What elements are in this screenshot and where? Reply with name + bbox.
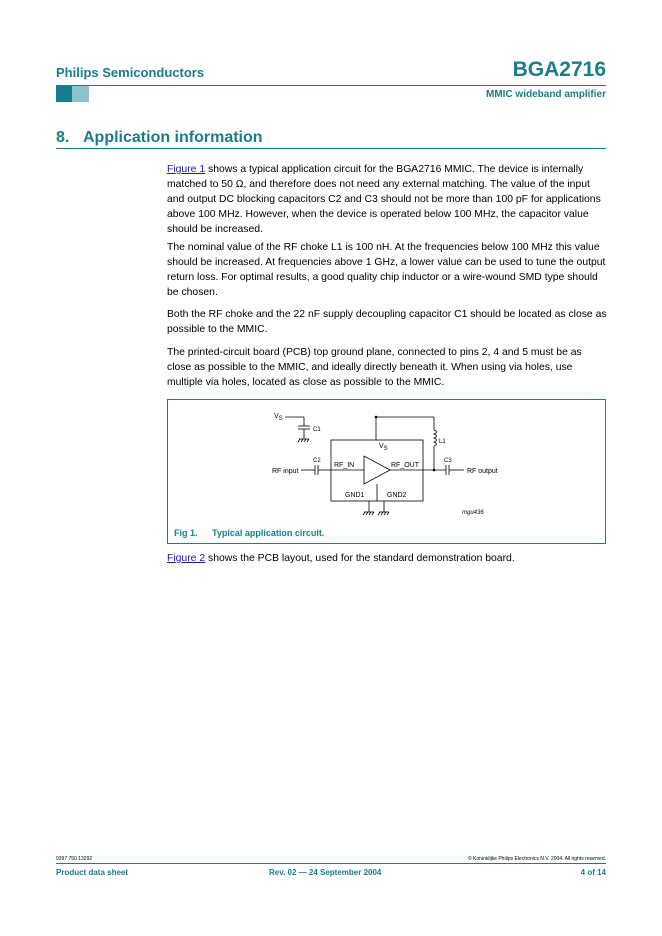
product-subtitle: MMIC wideband amplifier xyxy=(485,89,606,100)
figure-application-circuit xyxy=(167,399,606,544)
page-number: 4 of 14 xyxy=(580,868,606,877)
gnd1-label: GND1 xyxy=(345,492,365,499)
section-title: Application information xyxy=(83,129,263,146)
rf-out-label: RF_OUT xyxy=(391,462,419,469)
rf-in-label: RF_IN xyxy=(334,462,355,469)
gnd2-label: GND2 xyxy=(387,492,407,499)
paragraph-pcb-ground: The printed-circuit board (PCB) top ground plane, connected to pins 2, 4 and 5 must be as close as possible to the MMIC, and ideally directly beneath it. When using via holes, use multiple via holes, located as close as possible to the MMIC. xyxy=(167,347,582,388)
section-number: 8. xyxy=(56,129,70,146)
brand-square-light xyxy=(72,86,89,102)
l1-label: L1 xyxy=(439,439,446,445)
paragraph-intro xyxy=(167,162,607,237)
paragraph-decoupling: Both the RF choke and the 22 nF supply decoupling capacitor C1 should be located as close as possible to the MMIC. xyxy=(167,309,607,335)
c2-label: C2 xyxy=(313,458,321,464)
paragraph-rf-choke: The nominal value of the RF choke L1 is 100 nH. At the frequencies below 100 MHz this value should be increased. At frequencies above 1 GHz, a lower value can be used to tune the output return loss. For optimal results, a good quality chip inductor or a wire-wound SMD type should be chosen. xyxy=(167,242,606,298)
header-rule xyxy=(56,85,606,86)
document-type: Product data sheet xyxy=(56,868,129,877)
figure-2-link[interactable]: Figure 2 xyxy=(167,553,206,564)
junction-dot-out xyxy=(433,469,436,472)
c3-label: C3 xyxy=(444,458,452,464)
revision-info: Rev. 02 — 24 September 2004 xyxy=(269,868,382,877)
figure-label: Fig 1. xyxy=(174,528,198,538)
rf-input-label: RF input xyxy=(272,468,299,475)
paragraph-pcb-layout xyxy=(167,551,607,566)
inductor-l1 xyxy=(434,430,437,446)
vs-pin-label: VS xyxy=(379,443,388,452)
figure-code: mgu436 xyxy=(462,510,484,516)
copyright-notice: © Koninklijke Philips Electronics N.V. 2004. All rights reserved. xyxy=(467,856,606,862)
vs-label: VS xyxy=(274,413,283,422)
product-name: BGA2716 xyxy=(512,58,606,81)
rf-output-label: RF output xyxy=(467,468,498,475)
figure-caption-text: Typical application circuit. xyxy=(212,528,325,538)
figure-1-link[interactable]: Figure 1 xyxy=(167,164,206,175)
section-rule xyxy=(56,148,606,149)
c1-label: C1 xyxy=(313,427,321,433)
amplifier-symbol xyxy=(364,456,390,484)
junction-dot xyxy=(375,416,378,419)
brand-square-dark xyxy=(56,86,72,102)
figure-caption xyxy=(174,528,324,538)
section-heading xyxy=(56,129,263,147)
company-name: Philips Semiconductors xyxy=(56,65,205,80)
schematic-diagram xyxy=(168,400,605,543)
paragraph-pcb-layout-text: shows the PCB layout, used for the standard demonstration board. xyxy=(205,553,515,564)
footer-rule xyxy=(56,863,606,864)
paragraph-intro-text: shows a typical application circuit for the BGA2716 MMIC. The device is internally matched to 50 Ω, and therefore does not need any external matching. The value of the input and output DC blocking capacitors C2 and C3 should not be more than 100 pF for applications above 100 MHz. However, when the device is operated below 100 MHz, the capacitor value should be increased. xyxy=(167,164,601,235)
document-code: 9397 750 13292 xyxy=(56,856,93,862)
